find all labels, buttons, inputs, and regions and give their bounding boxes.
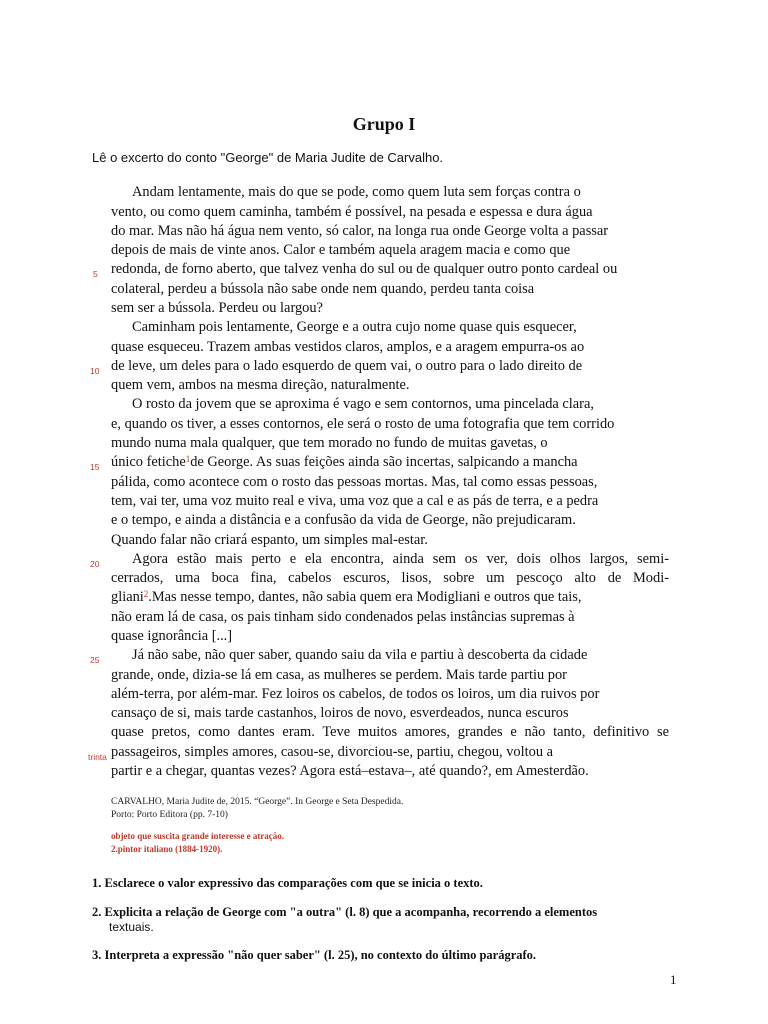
text-fragment: .Mas nesse tempo, dantes, não sabia quem era Modigliani e outros que tais, xyxy=(148,589,582,605)
section-title: Grupo I xyxy=(352,114,416,134)
question-continuation: textuais. xyxy=(109,920,154,934)
text-line: quase ignorância [...] xyxy=(111,628,233,644)
text-line: e o tempo, e ainda a distância e a confusão da vida de George, não prejudicaram. xyxy=(111,512,576,528)
text-line: partir e a chegar, quantas vezes? Agora está–estava–, até quando?, em Amesterdão. xyxy=(111,763,589,779)
footnote: 2.pintor italiano (1884-1920). xyxy=(111,844,223,854)
question-text: 3. Interpreta a expressão "não quer saber" (l. 25), no contexto do último parágrafo. xyxy=(92,948,537,962)
text-line: depois de mais de vinte anos. Calor e também aquela aragem macia e como que xyxy=(111,242,571,258)
text-line: Caminham pois lentamente, George e a outra cujo nome quase quis esquecer, xyxy=(132,319,577,335)
source-citation xyxy=(111,796,403,822)
text-line: de leve, um deles para o lado esquerdo de quem vai, o outro para o lado direito de xyxy=(111,358,583,374)
text-line: mundo numa mala qualquer, que tem morado no fundo de muitas gavetas, o xyxy=(111,435,548,451)
text-line: Já não sabe, não quer saber, quando saiu da vila e partiu à descoberta da cidade xyxy=(132,647,588,663)
line-number: trinta xyxy=(88,752,107,762)
text-line: não eram lá de casa, os pais tinham sido condenados pelas instâncias supremas à xyxy=(111,609,575,625)
text-line: quase pretos, como dantes eram. Teve muitos amores, grandes e não tanto, definitivo se xyxy=(111,724,669,740)
text-line: colateral, perdeu a bússola não sabe onde nem quando, perdeu tanta coisa xyxy=(111,281,535,297)
footnotes xyxy=(111,830,284,856)
line-number: 5 xyxy=(93,269,98,279)
text-line: grande, onde, dizia-se lá em casa, as mulheres se perdem. Mais tarde partiu por xyxy=(111,667,567,683)
line-number: 10 xyxy=(90,366,100,376)
gliani-word: gliani xyxy=(111,589,144,605)
source-line: CARVALHO, Maria Judite de, 2015. “George”. In George e Seta Despedida. xyxy=(111,797,404,807)
footnote-marker-2: 2 xyxy=(143,589,149,599)
source-line: Porto: Porto Editora (pp. 7-10) xyxy=(111,810,228,820)
footnote-marker-1: 1 xyxy=(185,454,191,464)
text-line: tem, vai ter, uma voz muito real e viva, uma voz que a cal e as pás de terra, e a pedra xyxy=(111,493,599,509)
text-line xyxy=(111,453,669,472)
text-line: do mar. Mas não há água nem vento, só calor, na longa rua onde George volta a passar xyxy=(111,223,609,239)
text-line: além-terra, por além-mar. Fez loiros os cabelos, de todos os loiros, um dia ruivos por xyxy=(111,686,600,702)
question-text: 1. Esclarece o valor expressivo das comparações com que se inicia o texto. xyxy=(92,876,483,890)
question-1 xyxy=(92,876,672,891)
text-line xyxy=(111,588,669,607)
text-line: Agora estão mais perto e ela encontra, ainda sem os ver, dois olhos largos, semi- xyxy=(132,551,669,567)
line-number: 25 xyxy=(90,655,100,665)
text-line: cansaço de si, mais tarde castanhos, loiros de novo, esverdeados, nunca escuros xyxy=(111,705,569,721)
text-line: quase esqueceu. Trazem ambas vestidos claros, amplos, e a aragem empurra-os ao xyxy=(111,339,585,355)
question-2 xyxy=(92,905,672,935)
question-text: 2. Explicita a relação de George com "a outra" (l. 8) que a acompanha, recorrendo a elementos xyxy=(92,905,598,919)
text-line: quem vem, ambos na mesma direção, naturalmente. xyxy=(111,377,410,393)
text-line: Quando falar não criará espanto, um simples mal-estar. xyxy=(111,532,428,548)
question-3 xyxy=(92,948,672,963)
text-line: vento, ou como quem caminha, também é possível, na pesada e espessa e dura água xyxy=(111,204,593,220)
text-line: sem ser a bússola. Perdeu ou largou? xyxy=(111,300,323,316)
text-line: cerrados, uma boca fina, cabelos escuros, lisos, sobre um pescoço alto de Modi- xyxy=(111,570,669,586)
line-number: 15 xyxy=(90,462,100,472)
line-number: 20 xyxy=(90,559,100,569)
intro-text: Lê o excerto do conto "George" de Maria Judite de Carvalho. xyxy=(92,150,444,165)
text-fragment: de George. As suas feições ainda são incertas, salpicando a mancha xyxy=(190,454,578,470)
text-line: passageiros, simples amores, casou-se, divorciou-se, partiu, chegou, voltou a xyxy=(111,744,553,760)
page-number: 1 xyxy=(670,972,677,987)
text-line: redonda, de forno aberto, que talvez venha do sul ou de qualquer outro ponto cardeal ou xyxy=(111,261,618,277)
footnote: objeto que suscita grande interesse e atração. xyxy=(111,831,285,841)
fetiche-word: único fetiche xyxy=(111,454,186,470)
text-line: Andam lentamente, mais do que se pode, como quem luta sem forças contra o xyxy=(132,184,581,200)
text-line: pálida, como acontece com o rosto das pessoas mortas. Mas, tal como essas pessoas, xyxy=(111,474,598,490)
text-line: e, quando os tiver, a esses contornos, ele será o rosto de uma fotografia que tem corrido xyxy=(111,416,615,432)
text-line: O rosto da jovem que se aproxima é vago e sem contornos, uma pincelada clara, xyxy=(132,396,594,412)
